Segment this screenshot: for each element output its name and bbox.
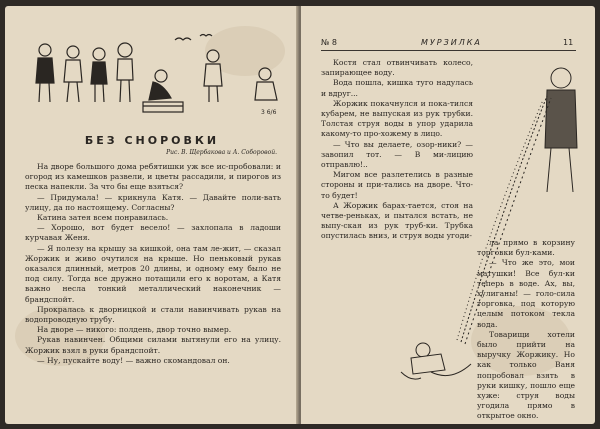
paragraph: — Придумала! — крикнула Катя. — Давайте поли-вать улицу, да по настоящему. Согласны? <box>25 192 281 212</box>
children-playing-illustration <box>25 28 285 120</box>
left-page <box>5 6 299 424</box>
paragraph: — Что же это, мои матушки! Все бул-ки теперь в воде. Ах, вы, хулиганы! — голо-сила торговка, под которую целым потоком текла вода. <box>477 258 575 329</box>
right-page <box>301 6 595 424</box>
paragraph: Мигом все разлетелись в разные стороны и при-тались на дворе. Что-то будет! <box>321 170 473 200</box>
paragraph: — Хорошо, вот будет весело! — захлопала в ладоши курчавая Женя. <box>25 223 281 243</box>
paragraph: А Жоржик барах-тается, стоя на четве-реньках, и пытался встать, не выпу-ская из рук труб-ки. Трубка опустилась вниз, и струя воды угоди- <box>321 200 473 241</box>
paragraph: — Ну, пускайте воду! — важно скомандовал он. <box>37 355 230 365</box>
paragraph: На дворе большого дома ребятишки уж все ис-пробовали: и огород из камешков развели, и цветы рассадили, и пирогов из песка напекли. За что бы еще взяться? <box>25 162 281 192</box>
paragraph: — Я полезу на крышу за кишкой, она там ле-жит, — сказал Жоржик и живо очутился на крыше. Но пеньковый рукав оказался длинный, метров 20 длины, и одному ему было не под силу. Тогда все дружно потащили его к воротам, а Катя важно несла тонкий металлический наконечник — брандспойт. <box>25 243 281 304</box>
paragraph: ла прямо в корзину торговки бул-ками. <box>477 238 575 258</box>
paragraph: Прокралась к дворницкой и стали навинчивать рукав на водопроводную трубу. <box>25 304 281 325</box>
illustration-credit: Рис. В. Щербакова и А. Соборовой. <box>166 149 277 156</box>
magazine-title: МУРЗИЛКА <box>421 38 482 47</box>
paragraph: Рукав навинчен. Общими силами вытянули его на улицу. Жоржик взял в руки брандспойт. <box>25 335 281 355</box>
paragraph: — Что вы делаете, озор-ники? — завопил тот. — В ми-лицию отправлю!.. <box>321 139 473 170</box>
issue-number: № 8 <box>321 38 337 47</box>
paragraph: Костя стал отвинчивать колесо, запирающее воду. <box>321 58 473 78</box>
left-story-text <box>25 162 281 366</box>
paragraph: На дворе — никого: полдень, двор точно вымер. <box>37 325 232 335</box>
illustration-mark: 3 6/6 <box>261 109 277 116</box>
page-number: 11 <box>563 38 574 47</box>
paragraph: Вода пошла, кишка туго надулась и вдруг... <box>321 78 473 98</box>
right-column-2 <box>477 238 575 422</box>
paragraph: Жоржик покачнулся и пока-тился кубарем, не выпуская из рук трубки. Толстая струя воды в упор ударила какому-то про-хожему в лицо. <box>321 98 473 139</box>
paragraph: Товарищи хотели было прийти на выручку Жоржику. Но как только Ваня попробовал взять в руки кишку, пошло еще хуже: струя воды угодила прямо в открытое окно. <box>477 329 575 421</box>
header-rule <box>321 50 576 51</box>
paragraph: Катина затея всем понравилась. <box>37 213 169 223</box>
story-title: БЕЗ СНОРОВКИ <box>84 134 220 147</box>
right-column-1 <box>321 58 473 242</box>
